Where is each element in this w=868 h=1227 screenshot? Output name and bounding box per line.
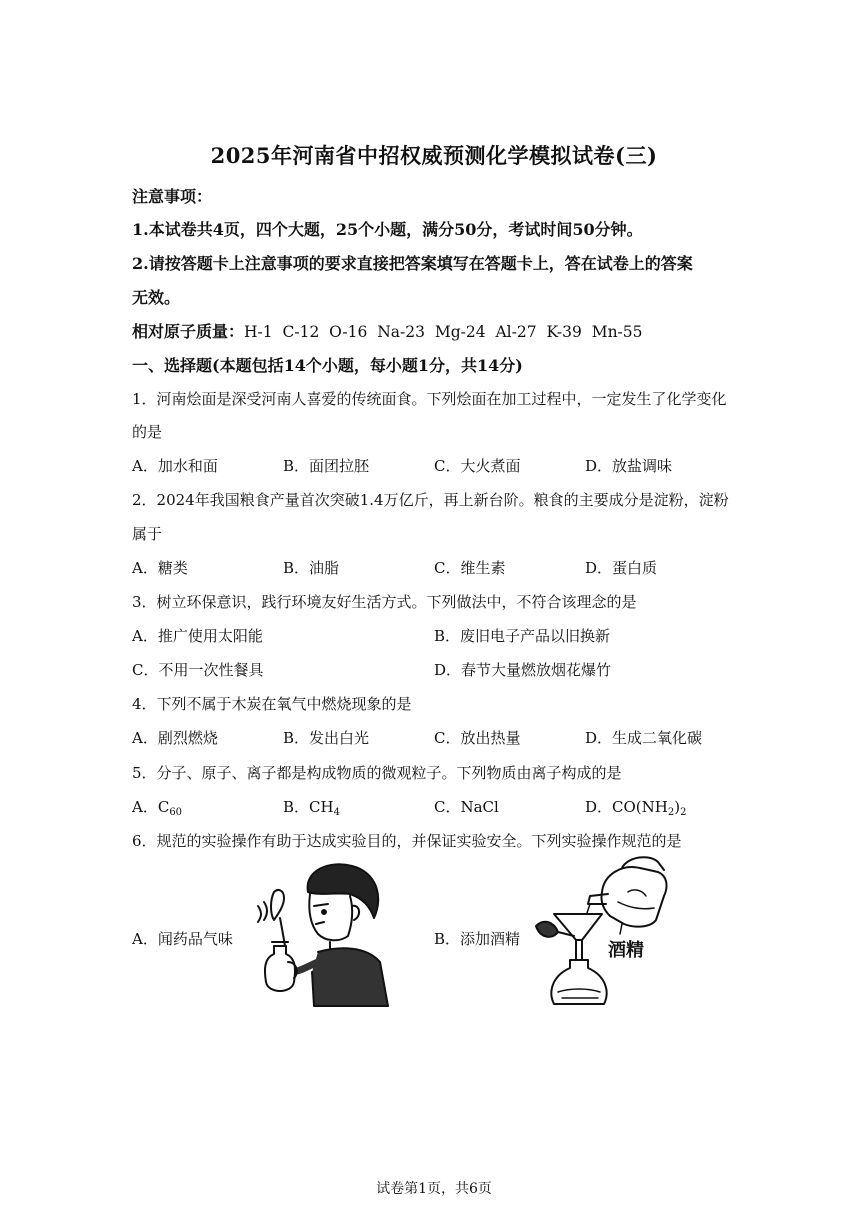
question-4-option-d[interactable]: D．生成二氧化碳 xyxy=(585,729,703,747)
question-4-option-a[interactable]: A．剧烈燃烧 xyxy=(132,729,218,747)
question-1-option-a[interactable]: A．加水和面 xyxy=(132,457,218,475)
option-a-subscript: 60 xyxy=(169,807,183,818)
atomic-mass-label: 相对原子质量： xyxy=(132,322,245,341)
option-b-text: B．CH xyxy=(283,798,334,816)
section-heading: 一、选择题(本题包括14个小题，每小题1分，共14分) xyxy=(132,356,523,375)
question-4-option-c[interactable]: C．放出热量 xyxy=(434,729,521,747)
question-5-option-d[interactable] xyxy=(585,796,686,817)
notice-item-1: 1.本试卷共4页，四个大题，25个小题，满分50分，考试时间50分钟。 xyxy=(132,220,643,239)
question-5-option-c[interactable]: C．NaCl xyxy=(434,798,499,816)
question-2-option-c[interactable]: C．维生素 xyxy=(434,559,506,577)
adding-alcohol-illustration xyxy=(518,852,668,1012)
question-3-option-b[interactable]: B．废旧电子产品以旧换新 xyxy=(434,627,611,645)
question-2-stem-line2: 属于 xyxy=(132,525,163,543)
option-d-subscript-2: 2 xyxy=(680,807,687,818)
question-5-option-a[interactable] xyxy=(132,796,182,817)
question-3-stem: 3．树立环保意识，践行环境友好生活方式。下列做法中，不符合该理念的是 xyxy=(132,593,637,611)
atomic-mass-values: H-1 C-12 O-16 Na-23 Mg-24 Al-27 K-39 Mn-55 xyxy=(244,323,643,341)
question-4-option-b[interactable]: B．发出白光 xyxy=(283,729,370,747)
option-d-paren: ) xyxy=(674,798,681,816)
page-title: 2025年河南省中招权威预测化学模拟试卷(三) xyxy=(210,143,658,168)
option-d-text: D．CO(NH xyxy=(585,798,668,816)
question-1-option-b[interactable]: B．面团拉胚 xyxy=(283,457,370,475)
question-3-option-d[interactable]: D．春节大量燃放烟花爆竹 xyxy=(434,661,612,679)
question-2-option-b[interactable]: B．油脂 xyxy=(283,559,340,577)
question-5-stem: 5．分子、原子、离子都是构成物质的微观粒子。下列物质由离子构成的是 xyxy=(132,764,622,782)
option-d-subscript-1: 2 xyxy=(667,807,675,818)
question-3-option-c[interactable]: C．不用一次性餐具 xyxy=(132,661,264,679)
notice-heading: 注意事项： xyxy=(132,187,213,206)
page-footer: 试卷第1页，共6页 xyxy=(376,1181,492,1197)
question-5-option-b[interactable] xyxy=(283,796,340,817)
question-3-option-a[interactable]: A．推广使用太阳能 xyxy=(132,627,263,645)
question-2-option-a[interactable]: A．糖类 xyxy=(132,559,188,577)
question-1-stem-line1: 1．河南烩面是深受河南人喜爱的传统面食。下列烩面在加工过程中，一定发生了化学变化 xyxy=(132,390,727,408)
question-2-option-d[interactable]: D．蛋白质 xyxy=(585,559,658,577)
notice-item-2-line2: 无效。 xyxy=(132,288,181,307)
smelling-chemical-illustration xyxy=(244,862,392,1008)
question-1-option-c[interactable]: C．大火煮面 xyxy=(434,457,521,475)
question-4-stem: 4．下列不属于木炭在氧气中燃烧现象的是 xyxy=(132,695,412,713)
option-a-text: A．C xyxy=(132,798,170,816)
question-2-stem-line1: 2．2024年我国粮食产量首次突破1.4万亿斤，再上新台阶。粮食的主要成分是淀粉，淀粉 xyxy=(132,491,729,509)
question-6-stem: 6．规范的实验操作有助于达成实验目的，并保证实验安全。下列实验操作规范的是 xyxy=(132,832,682,850)
question-6-option-b[interactable]: B．添加酒精 xyxy=(434,930,521,948)
question-6-option-a[interactable]: A．闻药品气味 xyxy=(132,930,233,948)
question-1-stem-line2: 的是 xyxy=(132,423,163,441)
question-1-option-d[interactable]: D．放盐调味 xyxy=(585,457,673,475)
option-b-subscript: 4 xyxy=(333,807,340,818)
notice-item-2-line1: 2.请按答题卡上注意事项的要求直接把答案填写在答题卡上，答在试卷上的答案 xyxy=(132,254,693,273)
atomic-mass-line xyxy=(132,319,643,342)
alcohol-label: 酒精 xyxy=(608,940,644,961)
